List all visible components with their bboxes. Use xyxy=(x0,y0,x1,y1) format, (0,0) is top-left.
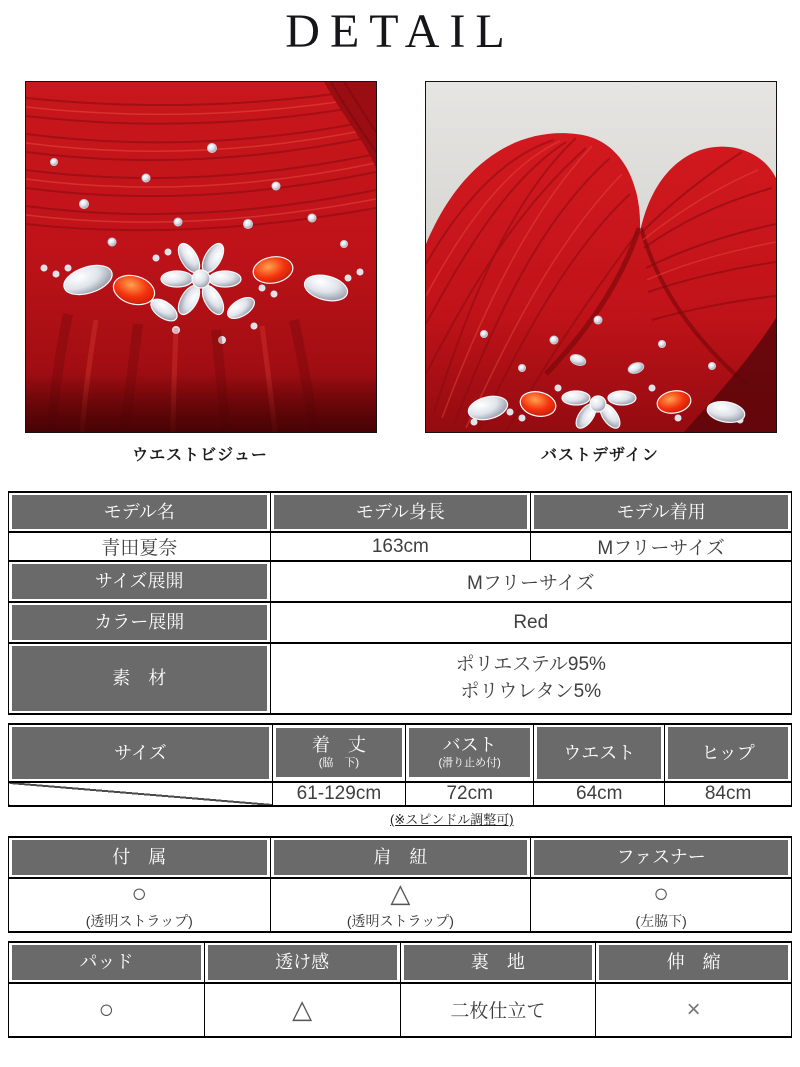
lining-value: 二枚仕立て xyxy=(400,983,596,1037)
material-row xyxy=(9,643,792,714)
bust-design-figure xyxy=(425,81,775,465)
spindle-note: (※スピンドル調整可) xyxy=(390,812,514,828)
feature-table xyxy=(8,941,792,1038)
model-wearing-header: モデル着用 xyxy=(531,492,792,533)
size-range-row xyxy=(9,561,792,602)
model-info-table xyxy=(8,491,792,715)
sheerness-header: 透け感 xyxy=(204,942,400,983)
feature-header-row xyxy=(9,942,792,983)
bust-header: バスト (滑り止め付) xyxy=(405,724,533,783)
accessory-value xyxy=(9,878,271,932)
fastener-value xyxy=(531,878,792,932)
waist-bijou-photo xyxy=(25,81,377,433)
size-range-header: サイズ展開 xyxy=(9,561,271,602)
size-header: サイズ xyxy=(9,724,273,783)
model-value-row xyxy=(9,532,792,561)
bust-design-caption: バストデザイン xyxy=(541,446,659,464)
photo-row xyxy=(0,81,800,465)
lining-header: 裏 地 xyxy=(400,942,596,983)
hip-header: ヒップ xyxy=(665,724,792,783)
shoulder-strap-symbol: △ xyxy=(390,877,411,908)
color-range-row xyxy=(9,602,792,643)
material-header: 素 材 xyxy=(9,643,271,714)
material-line-2: ポリウレタン5% xyxy=(460,681,602,703)
shoulder-strap-value xyxy=(270,878,531,932)
waist-header: ウエスト xyxy=(534,724,665,783)
waist-bijou-image xyxy=(26,82,376,432)
size-header-row xyxy=(9,724,792,783)
bust-design-photo xyxy=(425,81,777,433)
model-name-value: 青田夏奈 xyxy=(9,532,271,561)
sheerness-value: △ xyxy=(204,983,400,1037)
color-range-value: Red xyxy=(270,602,791,643)
waist-bijou-caption: ウエストビジュー xyxy=(132,446,268,464)
model-height-header: モデル身長 xyxy=(270,492,531,533)
model-height-value: 163cm xyxy=(270,532,531,561)
size-range-value: Mフリーサイズ xyxy=(270,561,791,602)
bust-value: 72cm xyxy=(405,782,533,806)
stretch-header: 伸 縮 xyxy=(596,942,792,983)
color-range-header: カラー展開 xyxy=(9,602,271,643)
material-line-1: ポリエステル95% xyxy=(455,653,606,675)
length-header: 着 丈 (脇 下) xyxy=(272,724,405,783)
strap-header-row xyxy=(9,837,792,878)
model-wearing-value: Mフリーサイズ xyxy=(531,532,792,561)
product-detail-section xyxy=(0,6,800,1038)
accessory-header: 付 属 xyxy=(9,837,271,878)
size-table xyxy=(8,723,792,808)
accessory-symbol: ○ xyxy=(131,877,148,908)
length-value: 61-129cm xyxy=(272,782,405,806)
bust-design-image xyxy=(426,82,776,432)
size-value-row xyxy=(9,782,792,806)
page-title: DETAIL xyxy=(285,5,515,58)
material-value xyxy=(270,643,791,714)
diagonal-cell xyxy=(9,782,273,806)
fastener-symbol: ○ xyxy=(653,877,669,908)
hip-value: 84cm xyxy=(665,782,792,806)
feature-value-row xyxy=(9,983,792,1037)
strap-table xyxy=(8,836,792,933)
pad-value: ○ xyxy=(9,983,205,1037)
pad-header: パッド xyxy=(9,942,205,983)
shoulder-strap-note: (透明ストラップ) xyxy=(346,912,454,929)
fastener-note: (左脇下) xyxy=(635,912,687,929)
stretch-value: × xyxy=(596,983,792,1037)
model-header-row xyxy=(9,492,792,533)
strap-value-row xyxy=(9,878,792,932)
waist-value: 64cm xyxy=(534,782,665,806)
model-name-header: モデル名 xyxy=(9,492,271,533)
waist-bijou-figure xyxy=(25,81,375,465)
accessory-note: (透明ストラップ) xyxy=(85,912,193,929)
fastener-header: ファスナー xyxy=(531,837,792,878)
shoulder-strap-header: 肩 紐 xyxy=(270,837,531,878)
